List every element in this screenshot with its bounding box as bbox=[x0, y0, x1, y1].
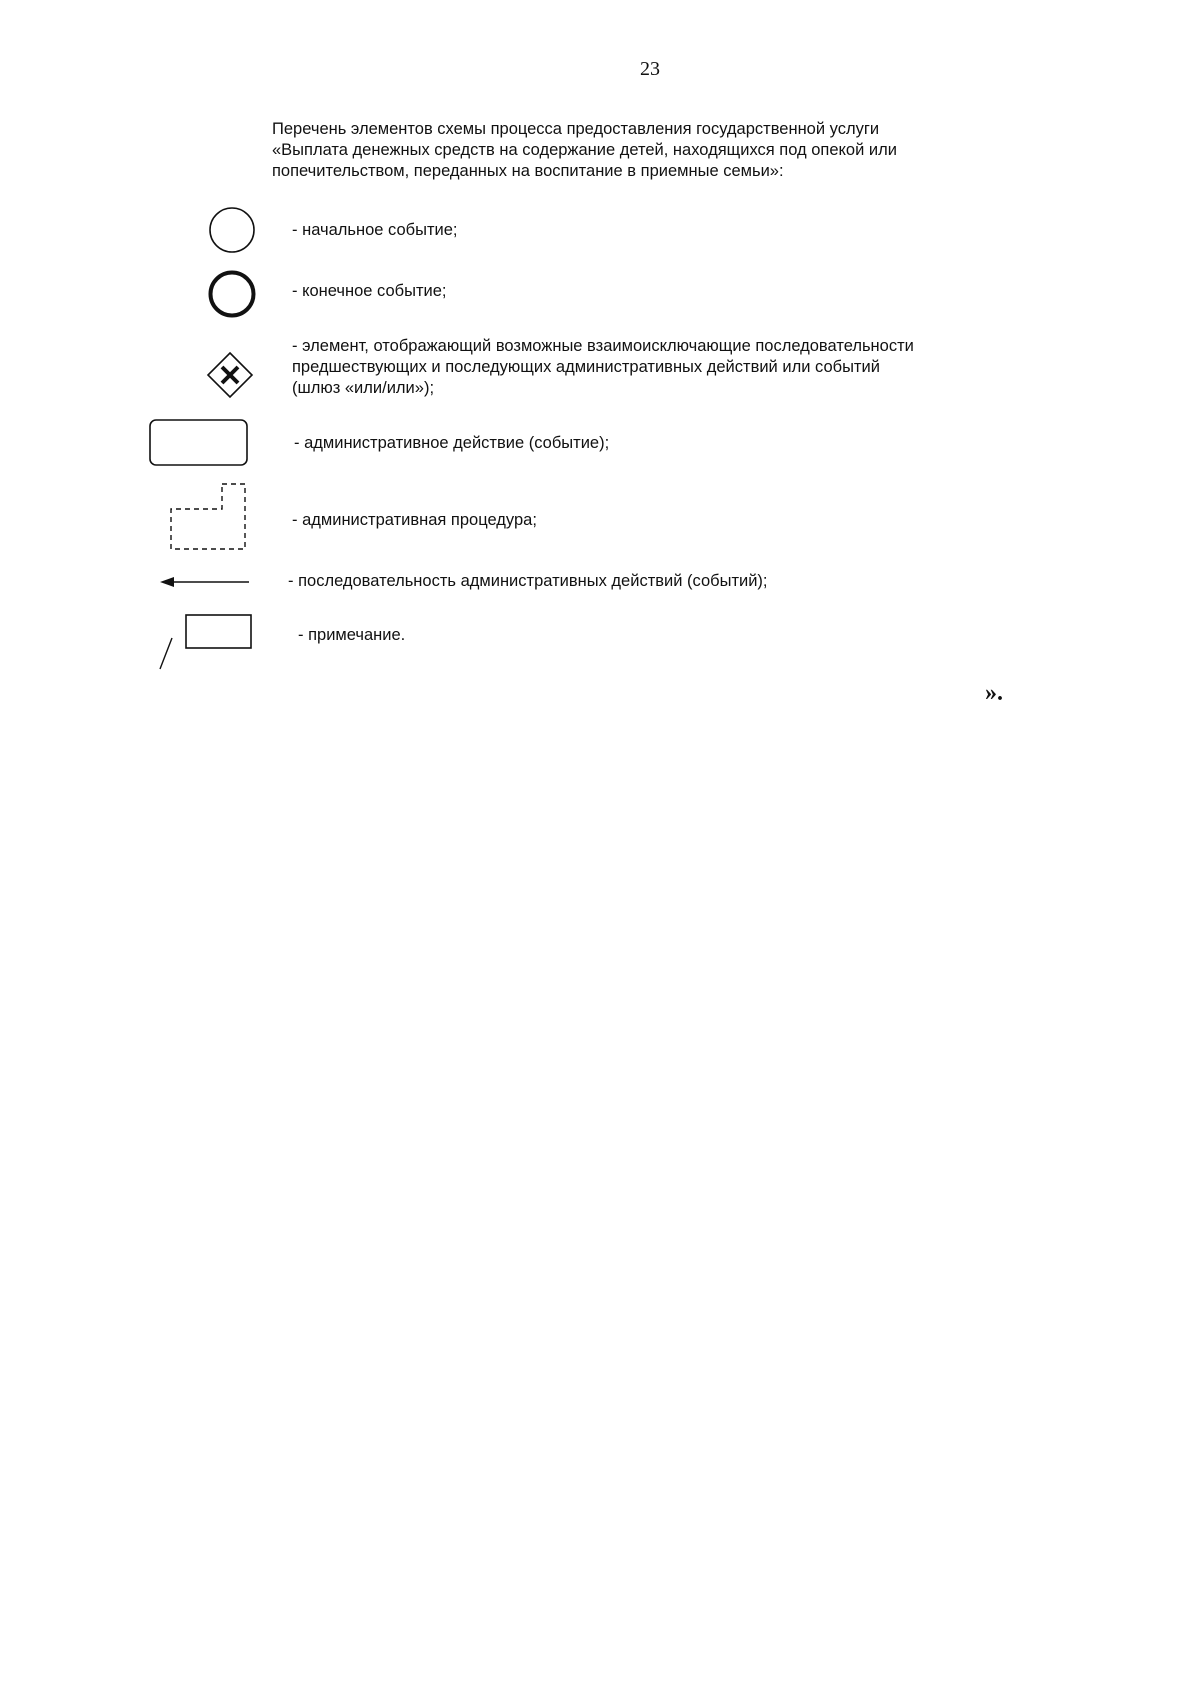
note-label: - примечание. bbox=[298, 626, 406, 644]
closing-quote: ». bbox=[985, 680, 1003, 706]
gateway-label-line: (шлюз «или/или»); bbox=[292, 379, 435, 397]
procedure-dashed-icon bbox=[166, 481, 250, 553]
gateway-label bbox=[292, 336, 914, 399]
gateway-label-line: - элемент, отображающий возможные взаимоисключающие последовательности bbox=[292, 337, 914, 355]
sequence-label: - последовательность административных действий (событий); bbox=[288, 572, 768, 590]
intro-line: попечительством, переданных на воспитание в приемные семьи»: bbox=[272, 162, 784, 180]
gateway-label-line: предшествующих и последующих административных действий или событий bbox=[292, 358, 880, 376]
sequence-arrow-icon bbox=[158, 572, 252, 592]
action-label: - административное действие (событие); bbox=[294, 434, 610, 452]
intro-line: «Выплата денежных средств на содержание детей, находящихся под опекой или bbox=[272, 141, 897, 159]
end-event-icon bbox=[206, 268, 258, 320]
procedure-label: - административная процедура; bbox=[292, 511, 537, 529]
note-annotation-icon bbox=[155, 612, 255, 672]
page-number: 23 bbox=[640, 58, 660, 80]
intro-paragraph bbox=[272, 119, 992, 182]
gateway-icon bbox=[205, 350, 255, 400]
start-event-icon bbox=[207, 205, 257, 255]
action-rect-icon bbox=[148, 417, 250, 469]
start-event-label: - начальное событие; bbox=[292, 221, 458, 239]
end-event-label: - конечное событие; bbox=[292, 282, 447, 300]
intro-line: Перечень элементов схемы процесса предоставления государственной услуги bbox=[272, 120, 880, 138]
